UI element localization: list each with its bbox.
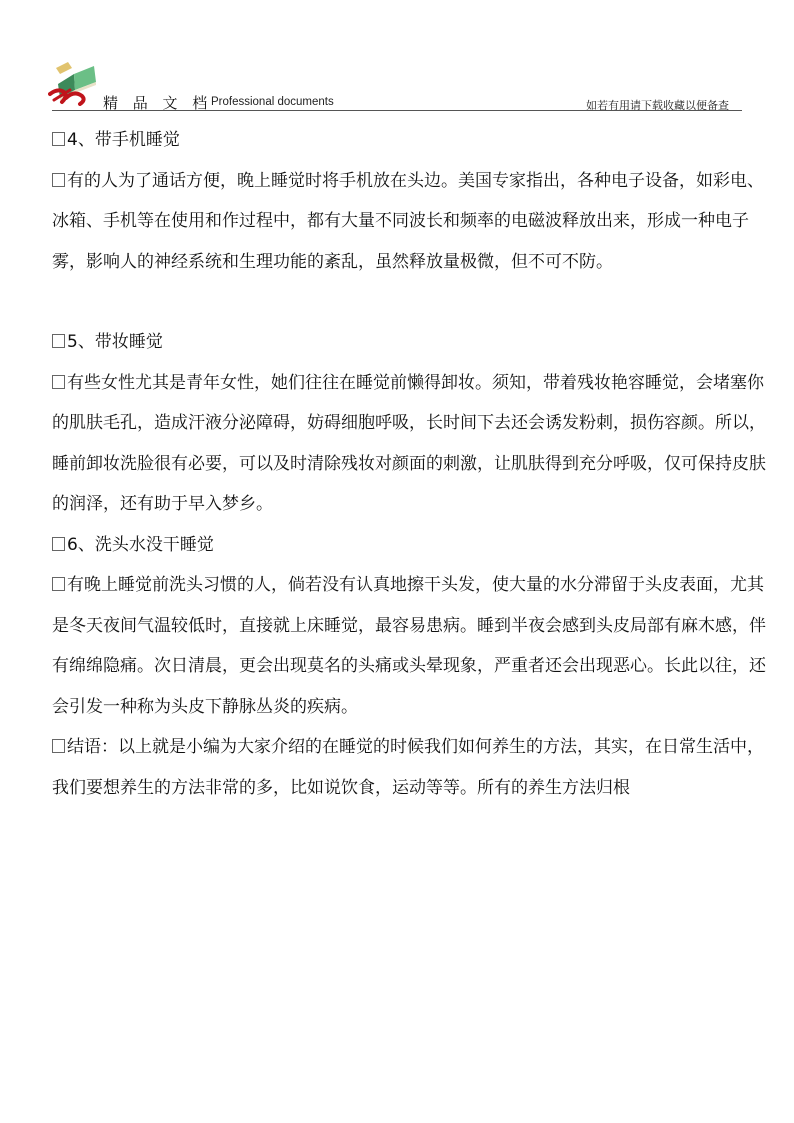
checkbox-glyph-icon [52,375,65,389]
checkbox-glyph-icon [52,334,65,348]
checkbox-glyph-icon [52,132,65,146]
paragraph: 有晚上睡觉前洗头习惯的人，倘若没有认真地擦干头发，使大量的水分滞留于头皮表面，尤其是冬天夜间气温较低时，直接就上床睡觉，最容易患病。睡到半夜会感到头皮局部有麻木感，伴有绵绵隐痛。次日清晨，更会出现莫名的头痛或头晕现象，严重者还会出现恶心。长此以往，还会引发一种称为头皮下静脉丛炎的疾病。 [52,575,766,717]
document-body [52,120,772,808]
section-heading: 6、洗头水没干睡觉 [52,525,772,566]
book-logo-icon [48,54,102,106]
checkbox-glyph-icon [52,577,65,591]
header-right-note: 如若有用请下载收藏以便备查 [586,99,729,112]
paragraph: 结语：以上就是小编为大家介绍的在睡觉的时候我们如何养生的方法，其实，在日常生活中，我们要想养生的方法非常的多，比如说饮食，运动等等。所有的养生方法归根 [52,737,764,798]
checkbox-glyph-icon [52,739,65,753]
paragraph: 有的人为了通话方便，晚上睡觉时将手机放在头边。美国专家指出，各种电子设备，如彩电、冰箱、手机等在使用和作过程中，都有大量不同波长和频率的电磁波释放出来，形成一种电子雾，影响人的神经系统和生理功能的紊乱，虽然释放量极微，但不可不防。 [52,170,764,272]
page-header [0,0,794,112]
header-subtitle: Professional documents [211,96,334,108]
paragraph: 有些女性尤其是青年女性，她们往往在睡觉前懒得卸妆。须知，带着残妆艳容睡觉，会堵塞你的肌肤毛孔，造成汗液分泌障碍，妨碍细胞呼吸，长时间下去还会诱发粉刺，损伤容颜。所以，睡前卸妆洗脸很有必要，可以及时清除残妆对颜面的刺激，让肌肤得到充分呼吸，仅可保持皮肤的润泽，还有助于早入梦乡。 [52,372,766,514]
header-divider [52,110,742,111]
section-heading: 5、带妆睡觉 [52,322,772,363]
checkbox-glyph-icon [52,173,65,187]
checkbox-glyph-icon [52,537,65,551]
section-heading: 4、带手机睡觉 [52,120,772,161]
header-title: 精 品 文 档 [103,94,213,112]
